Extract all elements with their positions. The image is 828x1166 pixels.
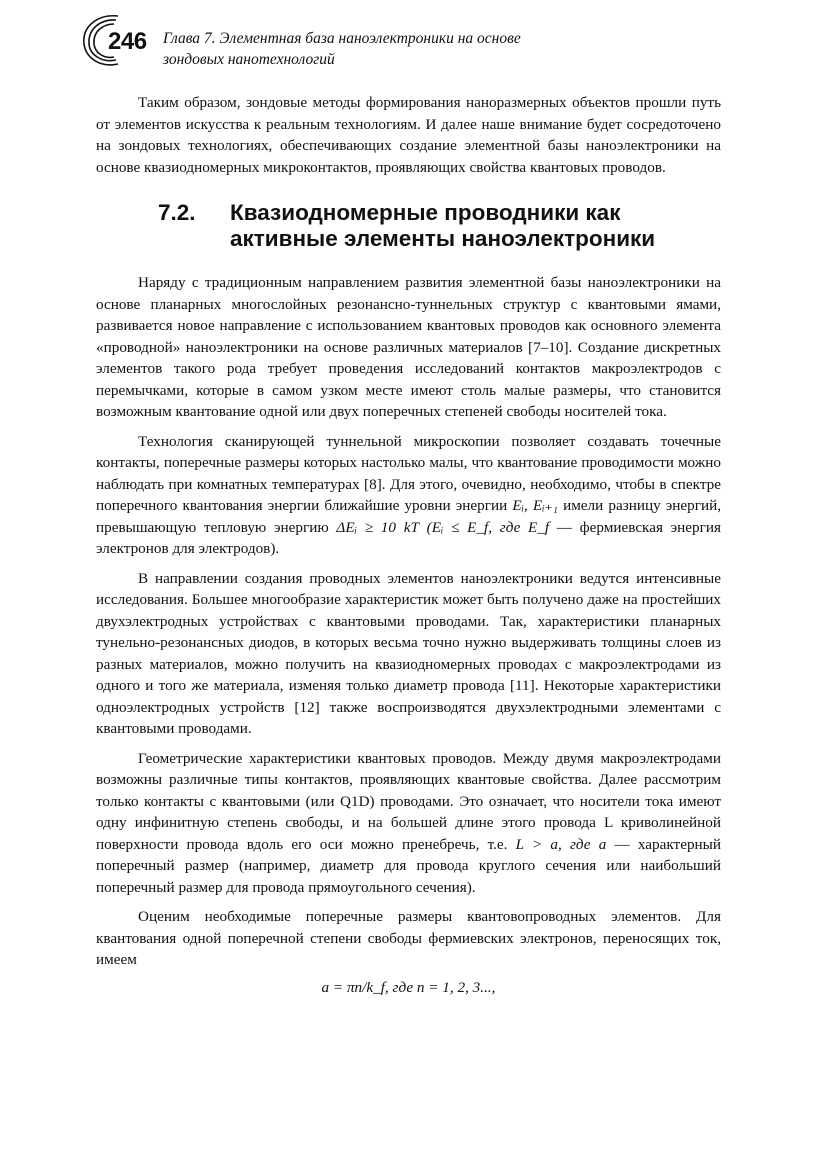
paragraph-2: [96, 431, 721, 560]
paragraph-2-text-c: — фермиевская энергия электронов для электродов).: [96, 518, 721, 557]
formula-lhs: a = πn/k_f,: [321, 978, 389, 996]
section-title: Квазиодномерные проводники как активные элементы наноэлектроники: [230, 200, 656, 251]
page-body: [96, 92, 721, 998]
paragraph-1: Наряду с традиционным направлением развития элементной базы наноэлектроники на основе планарных многослойных резонансно-туннельных структур с квантовыми ямами, развивается новое направление с использованием квантовых проводов как основного элемента «проводной» наноэлектроники на основе различных материалов [7–10]. Создание дискретных элементов такого рода требует проведения исследований контактов макроэлектродов с перемычками, которые в самом узком месте имеют столь малые размеры, что становится возможным квантование одной или двух поперечных степеней свободы носителей тока.: [96, 274, 721, 420]
running-head-line-1: Глава 7. Элементная база наноэлектроники на основе: [163, 30, 521, 47]
formula: [96, 977, 721, 999]
paragraph-2-text-a: Технология сканирующей туннельной микроскопии позволяет создавать точечные контакты, поперечные размеры которых настолько малы, что квантование проводимости можно наблюдать при комнатных температурах [8]. Для этого, очевидно, необходимо, чтобы в спектре поперечного квантования энергии ближайшие уровни энергии: [96, 432, 721, 514]
thermal-energy-math: ΔEᵢ ≥ 10 kT: [336, 518, 419, 536]
energy-levels-math: Eᵢ, Eᵢ₊₁: [512, 497, 558, 514]
section-number: 7.2.: [158, 200, 196, 225]
paragraph-4: [96, 748, 721, 899]
page-number: 246: [108, 28, 147, 55]
paragraph-2-text-b: имели разницу энергий, превышающую тепловую энергию: [96, 497, 722, 536]
formula-rhs: где n = 1, 2, 3...,: [392, 978, 496, 996]
running-head-line-2: зондовых нанотехнологий: [163, 51, 335, 68]
fermi-condition-math: (Eᵢ ≤ E_f, где E_f: [426, 518, 550, 536]
section-heading: [96, 200, 721, 252]
paragraph-3: В направлении создания проводных элементов наноэлектроники ведутся интенсивные исследования. Большее многообразие характеристик может быть получено даже на простейших двухэлектродных устройствах с квантовыми проводами. Так, характеристики планарных тунельно-резонансных диодов, в которых весьма точно нужно выдерживать толщины слоев из разных материалов, можно получить на квазиодномерных проводах с макроэлектродами из одного и того же материала, изменяя только диаметр провода [11]. Некоторые характеристики одноэлектродных устройств [12] также воспроизводятся двухэлектродными элементами с квантовыми проводами.: [96, 569, 721, 737]
paragraph-5: Оценим необходимые поперечные размеры квантовопроводных элементов. Для квантования одной поперечной степени свободы фермиевских электронов, переносящих ток, имеем: [96, 908, 721, 968]
paragraph-4-text-a: Геометрические характеристики квантовых проводов. Между двумя макроэлектродами возможны различные типы контактов, проявляющих квантовые свойства. Далее рассмотрим только контакты с квантовыми (или Q1D) проводами. Это означает, что носители тока имеют одну инфинитную степень свободы, и на большей длине этого провода L криволинейной поверхности провода вдоль его оси можно пренебречь, т.е.: [96, 749, 721, 853]
length-condition-math: L > a, где a: [515, 835, 607, 853]
intro-paragraph: Таким образом, зондовые методы формирования наноразмерных объектов прошли путь от элементов искусства к реальным технологиям. И далее наше внимание будет сосредоточено на зондовых технологиях, обеспечивающих создание элементной базы наноэлектроники на основе квазиодномерных микроконтактов, проявляющих свойства квантовых проводов.: [96, 94, 721, 176]
page-header: [78, 12, 758, 72]
running-head: [163, 28, 633, 70]
paragraph-4-text-b: — характерный поперечный размер (например, диаметр для провода круглого сечения или наибольший поперечный размер для провода прямоугольного сечения).: [96, 835, 721, 896]
